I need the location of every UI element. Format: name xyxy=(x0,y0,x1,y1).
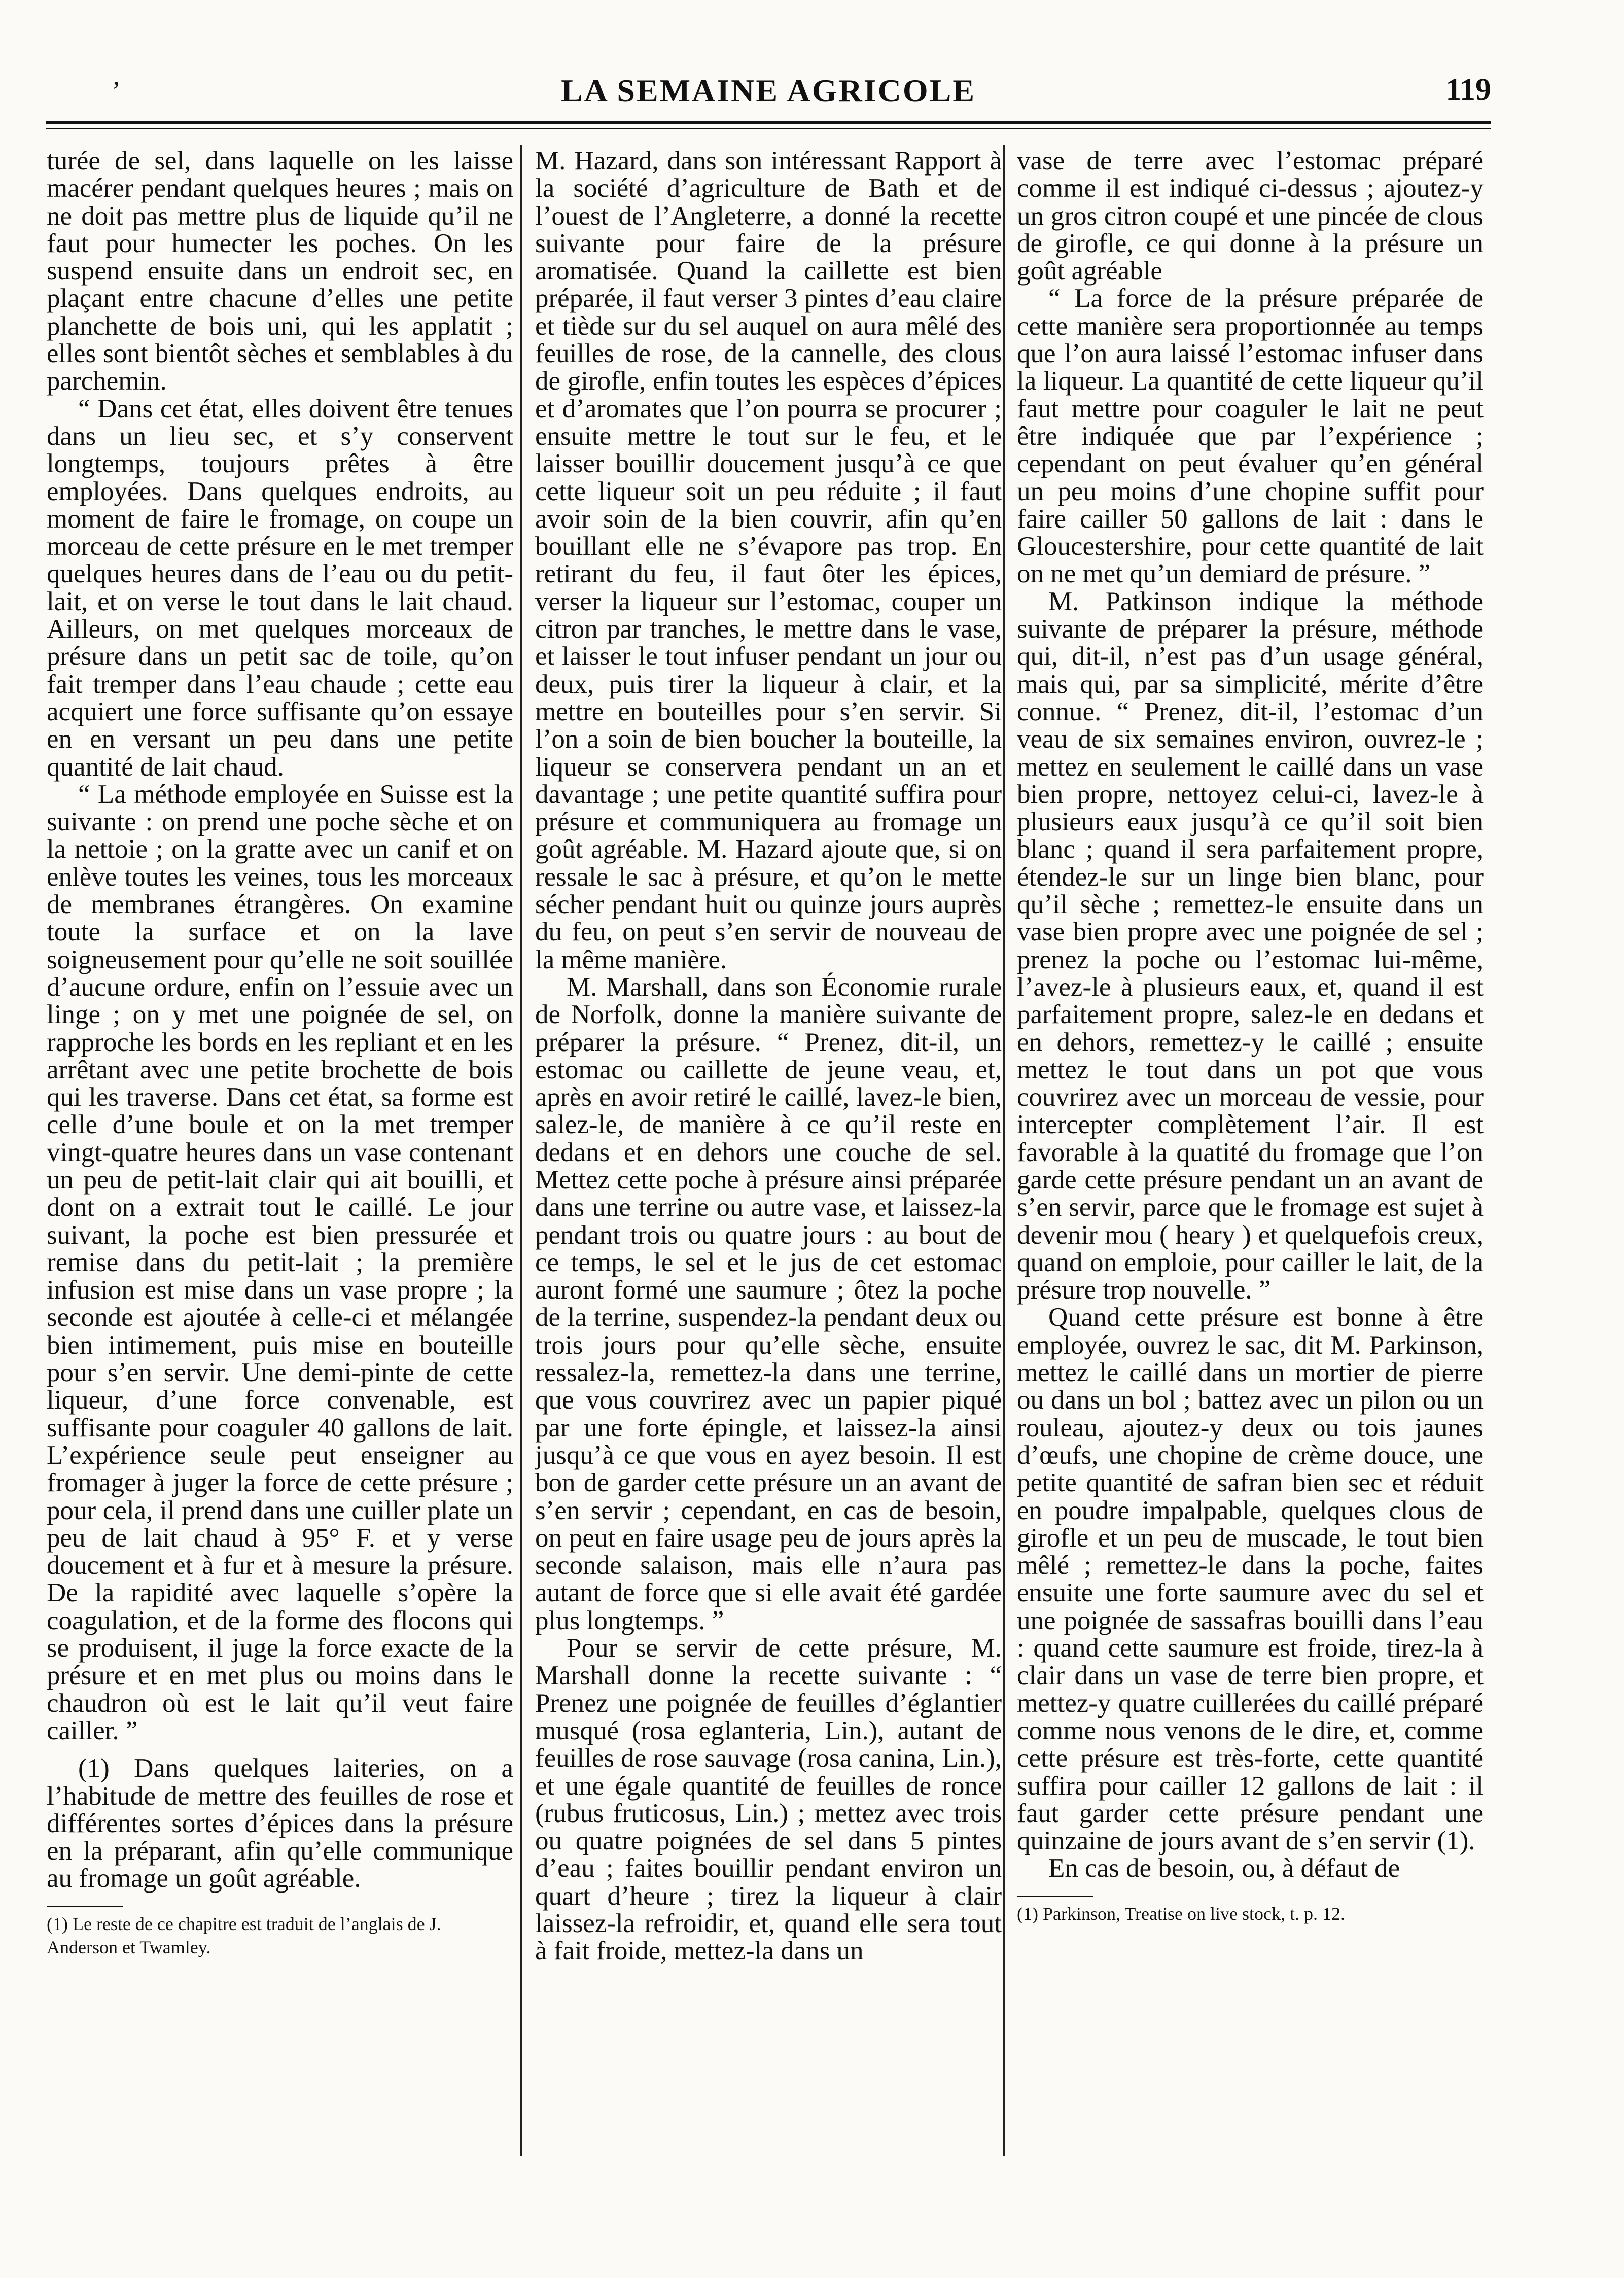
paragraph: “ Dans cet état, elles doivent être tenues dans un lieu sec, et s’y conservent longtemps, toujours prêtes à être employées. Dans quelques endroits, au moment de faire le fromage, on coupe un morceau de cette présure en le met tremper quelques heures dans de l’eau ou du petit-lait, et on verse le tout dans le lait chaud. Ailleurs, on met quelques morceaux de présure dans un petit sac de toile, qu’on fait tremper dans l’eau chaude ; cette eau acquiert une force suffisante qu’on essaye en en versant un peu dans une petite quantité de lait chaud. xyxy=(47,394,513,782)
column-3 xyxy=(1017,147,1484,2110)
column-divider xyxy=(520,145,522,2156)
paragraph: M. Hazard, dans son intéressant Rapport à la société d’agriculture de Bath et de l’ouest de l’Angleterre, a donné la recette suivante pour faire de la présure aromatisée. Quand la caillette est bien préparée, il faut verser 3 pintes d’eau claire et tiède sur du sel auquel on aura mêlé des feuilles de rose, de la cannelle, des clous de girofle, enfin toutes les espèces d’épices et d’aromates que l’on pourra se procurer ; ensuite mettre le tout sur le feu, et le laisser bouillir doucement jusqu’à ce que cette liqueur soit un peu réduite ; il faut avoir soin de la bien couvrir, afin qu’en bouillant elle ne s’évapore pas trop. En retirant du feu, il faut ôter les épices, verser la liqueur sur l’estomac, couper un citron par tranches, le mettre dans le vase, et laisser le tout infuser pendant un jour ou deux, puis tirer la liqueur à clair, et la mettre en bouteilles pour s’en servir. Si l’on a soin de bien boucher la bouteille, la liqueur se conservera pendant un an et davantage ; une petite quantité suffira pour présure et communiquera au fromage un goût agréable. M. Hazard ajoute que, si on ressale le sac à présure, et qu’on le mette sécher pendant huit ou quinze jours auprès du feu, on peut s’en servir de nouveau de la même manière. xyxy=(535,147,1002,974)
paragraph: “ La force de la présure préparée de cette manière sera proportionnée au temps que l’on aura laissé l’estomac infuser dans la liqueur. La quantité de cette liqueur qu’il faut mettre pour coaguler le lait ne peut être indiquée que par l’expérience ; cependant on peut évaluer qu’en général un peu moins d’une chopine suffit pour faire cailler 50 gallons de lait : dans le Gloucestershire, pour cette quantité de lait on ne met qu’un demiard de présure. ” xyxy=(1017,284,1484,589)
paragraph: Pour se servir de cette présure, M. Marshall donne la recette suivante : “ Prenez une poignée de feuilles d’églantier musqué (rosa eglanteria, Lin.), autant de feuilles de rose sauvage (rosa canina, Lin.), et une égale quantité de feuilles de ronce (rubus fruticosus, Lin.) ; mettez avec trois ou quatre poignées de sel dans 5 pintes d’eau ; faites bouillir pendant environ un quart d’heure ; tirez la liqueur à clair laissez-la refroidir, et, quand elle sera tout à fait froide, mettez-la dans un xyxy=(535,1633,1002,1966)
footnote: (1) Le reste de ce chapitre est traduit de l’anglais de J. Anderson et Twamley. xyxy=(47,1913,441,1957)
footnote-rule xyxy=(1017,1896,1093,1897)
paragraph: En cas de besoin, ou, à défaut de xyxy=(1048,1853,1400,1883)
footnote: (1) Parkinson, Treatise on live stock, t. p. 12. xyxy=(1017,1903,1345,1924)
paragraph: turée de sel, dans laquelle on les laisse macérer pendant quelques heures ; mais on ne doit pas mettre plus de liquide qu’il ne faut pour humecter les poches. On les suspend ensuite dans un endroit sec, en plaçant entre chacune d’elles une petite planchette de bois uni, qui les applatit ; elles sont bientôt sèches et semblables à du parchemin. xyxy=(47,147,513,396)
paragraph: M. Marshall, dans son Économie rurale de Norfolk, donne la manière suivante de préparer la présure. “ Prenez, dit-il, un estomac ou caillette de jeune veau, et, après en avoir retiré le caillé, lavez-le bien, salez-le, de manière à ce qu’il reste en dedans et en dehors une couche de sel. Mettez cette poche à présure ainsi préparée dans une terrine ou autre vase, et laissez-la pendant trois ou quatre jours : au bout de ce temps, le sel et le jus de cet estomac auront formé une saumure ; ôtez la poche de la terrine, suspendez-la pendant deux ou trois jours pour qu’elle sèche, ensuite ressalez-la, remettez-la dans une terrine, que vous couvrirez avec un papier piqué par une forte épingle, et laissez-la ainsi jusqu’à ce que vous en ayez besoin. Il est bon de garder cette présure un an avant de s’en servir ; cependant, en cas de besoin, on peut en faire usage peu de jours après la seconde salaison, mais elle n’aura pas autant de force que si elle avait été gardée plus longtemps. ” xyxy=(535,972,1002,1635)
paragraph: Quand cette présure est bonne à être employée, ouvrez le sac, dit M. Parkinson, mettez le caillé dans un mortier de pierre ou dans un bol ; battez avec un pilon ou un rouleau, ajoutez-y deux ou tois jaunes d’œufs, une chopine de crème douce, une petite quantité de safran bien sec et réduit en poudre impalpable, quelques clous de girofle et un peu de muscade, le tout bien mêlé ; remettez-le dans la poche, faites ensuite une forte saumure avec du sel et une poignée de sassafras bouilli dans l’eau : quand cette saumure est froide, tirez-la à clair dans un vase de terre bien propre, et mettez-y quatre cuillerées du caillé préparé comme nous venons de le dire, et, comme cette présure est très-forte, cette quantité suffira pour cailler 12 gallons de lait : il faut garder cette présure pendant une quinzaine de jours avant de s’en servir (1). xyxy=(1017,1303,1484,1856)
paragraph: vase de terre avec l’estomac préparé comme il est indiqué ci-dessus ; ajoutez-y un gros citron coupé et une pincée de clous de girofle, ce qui donne à la présure un goût agréable xyxy=(1017,147,1484,286)
note-paragraph: (1) Dans quelques laiteries, on a l’habitude de mettre des feuilles de rose et différentes sortes d’épices dans la présure en la préparant, afin qu’elle communique au fromage un goût agréable. xyxy=(47,1754,513,1894)
column-1 xyxy=(47,147,513,2110)
column-2 xyxy=(535,147,1002,2110)
page-number: 119 xyxy=(1445,73,1491,107)
paragraph: M. Patkinson indique la méthode suivante de préparer la présure, méthode qui, dit-il, n’est pas d’un usage général, mais qui, par sa simplicité, mérite d’être connue. “ Prenez, dit-il, l’estomac d’un veau de six semaines environ, ouvrez-le ; mettez en seulement le caillé dans un vase bien propre, nettoyez celui-ci, lavez-le à plusieurs eaux jusqu’à ce qu’il soit bien blanc ; quand il sera parfaitement propre, étendez-le sur un linge bien blanc, pour qu’il sèche ; remettez-le ensuite dans un vase bien propre avec une poignée de sel ; prenez la poche ou l’estomac lui-même, l’avez-le à plusieurs eaux, et, quand il est parfaitement propre, salez-le en dedans et en dehors, remettez-y le caillé ; ensuite mettez le tout dans un pot que vous couvrirez avec un morceau de vessie, pour intercepter complètement l’air. Il est favorable à la quatité du fromage que l’on garde cette présure pendant un an avant de s’en servir, parce que le fromage est sujet à devenir mou ( heary ) et quelquefois creux, quand on emploie, pour cailler le lait, de la présure trop nouvelle. ” xyxy=(1017,586,1484,1305)
column-divider xyxy=(1003,145,1005,2156)
header-mark: ’ xyxy=(112,76,121,106)
page-header xyxy=(46,72,1491,123)
page-title: LA SEMAINE AGRICOLE xyxy=(560,73,976,109)
header-rule-thick xyxy=(46,121,1491,124)
footnote-rule xyxy=(47,1906,123,1907)
header-rule-thin xyxy=(46,128,1491,129)
paragraph: “ La méthode employée en Suisse est la suivante : on prend une poche sèche et on la nettoie ; on la gratte avec un canif et on enlève toutes les veines, tous les morceaux de membranes étrangères. On examine toute la surface et on la lave soigneusement pour qu’elle ne soit souillée d’aucune ordure, enfin on l’essuie avec un linge ; on y met une poignée de sel, on rapproche les bords en les repliant et en les arrêtant avec une petite brochette de bois qui les traverse. Dans cet état, sa forme est celle d’une boule et on la met tremper vingt-quatre heures dans un vase contenant un peu de petit-lait clair qui ait bouilli, et dont on a extrait tout le caillé. Le jour suivant, la poche est bien pressurée et remise dans du petit-lait ; la première infusion est mise dans un vase propre ; la seconde est ajoutée à celle-ci et mélangée bien intimement, puis mise en bouteille pour s’en servir. Une demi-pinte de cette liqueur, d’une force convenable, est suffisante pour coaguler 40 gallons de lait. L’expérience seule peut enseigner au fromager à juger la force de cette présure ; pour cela, il prend dans une cuiller plate un peu de lait chaud à 95° F. et y verse doucement et à fur et à mesure la présure. De la rapidité avec laquelle s’opère la coagulation, et de la forme des flocons qui se produisent, il juge la force exacte de la présure et en met plus ou moins dans le chaudron où est le lait qu’il veut faire cailler. ” xyxy=(47,779,513,1745)
